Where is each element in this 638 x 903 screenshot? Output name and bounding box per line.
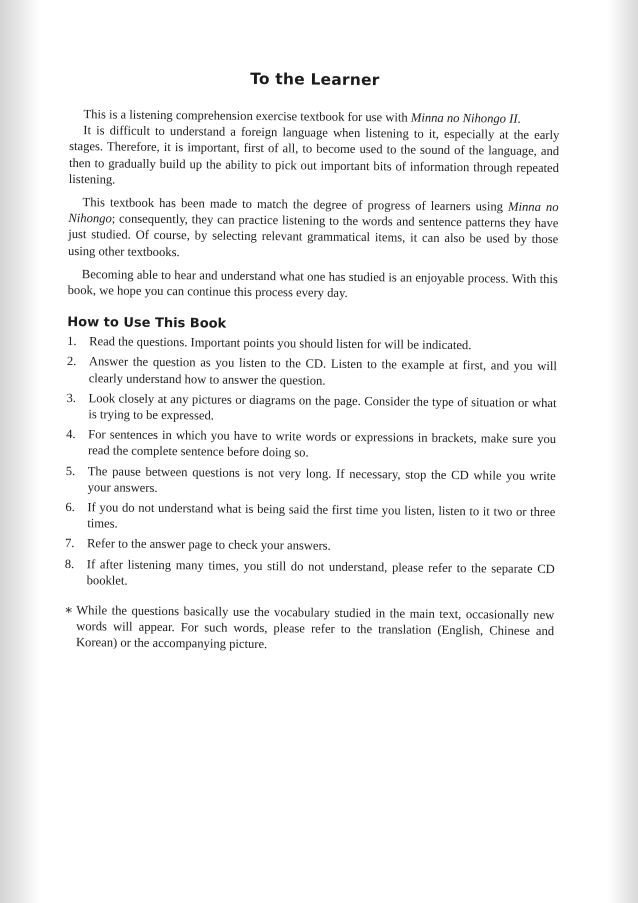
step-number: 1.	[67, 334, 77, 349]
scan-shadow-left	[0, 0, 40, 903]
list-item	[66, 463, 556, 501]
list-item	[67, 333, 557, 354]
intro-paragraph: It is difficult to understand a foreign language when listening to it, especially at the early stages. Therefore, it is important, first of all, to become used to the sound of the language, and then to gradually build up the ability to pick out important bits of information through repeated listening.	[68, 123, 560, 187]
list-item	[65, 499, 555, 537]
list-item	[66, 426, 556, 464]
steps-list	[65, 333, 558, 593]
step-text: The pause between questions is not very long. If necessary, stop the CD while you write your answers.	[87, 463, 556, 495]
step-text: Look closely at any pictures or diagrams on the page. Consider the type of situation or what is trying to be expressed.	[88, 391, 557, 423]
page-title: To the Learner	[250, 69, 380, 90]
step-text: For sentences in which you have to write words or expressions in brackets, make sure you read the complete sentence before doing so.	[87, 427, 557, 460]
page-content	[64, 68, 560, 656]
intro-paragraph: This textbook has been made to match the degree of progress of learners using Minna no Nihongo; consequently, they can practice listening to the words and sentence patterns they have just studied. Of course, by selecting relevant grammatical items, it can also be used by those using other textbooks.	[68, 195, 559, 259]
book-title: Minna no Nihongo II	[410, 110, 518, 126]
step-number: 7.	[64, 536, 75, 551]
step-text: If after listening many times, you still do not understand, please refer to the separate CD booklet.	[86, 556, 555, 588]
list-item	[66, 390, 556, 428]
list-item	[67, 353, 557, 391]
step-number: 6.	[65, 500, 75, 515]
list-item	[65, 556, 555, 594]
footnote	[64, 602, 554, 656]
list-item	[65, 535, 555, 556]
intro-paragraph: This is a listening comprehension exercise textbook for use with Minna no Nihongo II.	[83, 107, 521, 126]
step-number: 8.	[64, 556, 75, 571]
scan-shadow-right	[608, 0, 638, 903]
asterisk-icon: ∗	[64, 602, 74, 618]
footnote-text: While the questions basically use the vocabulary studied in the main text, occasionally new words will appear. For such words, please refer to the translation (English, Chinese and Korean) or the accompanying picture.	[75, 603, 555, 652]
step-text: Answer the question as you listen to the CD. Listen to the example at first, and you will clearly understand how to answer the question.	[88, 354, 557, 388]
step-number: 3.	[66, 390, 77, 405]
book-title: Minna no Nihongo	[68, 199, 559, 226]
intro-paragraph: Becoming able to hear and understand what one has studied is an enjoyable process. With this book, we hope you can continue this process every day.	[67, 266, 558, 300]
intro-section	[68, 106, 560, 303]
step-text: If you do not understand what is being said the first time you listen, listen to it two or three times.	[87, 500, 556, 531]
step-number: 4.	[66, 427, 76, 442]
step-text: Read the questions. Important points you should listen for will be indicated.	[89, 334, 472, 353]
step-number: 2.	[66, 354, 77, 369]
step-number: 5.	[65, 463, 76, 478]
step-text: Refer to the answer page to check your answers.	[86, 536, 331, 554]
how-to-heading: How to Use This Book	[67, 315, 227, 332]
